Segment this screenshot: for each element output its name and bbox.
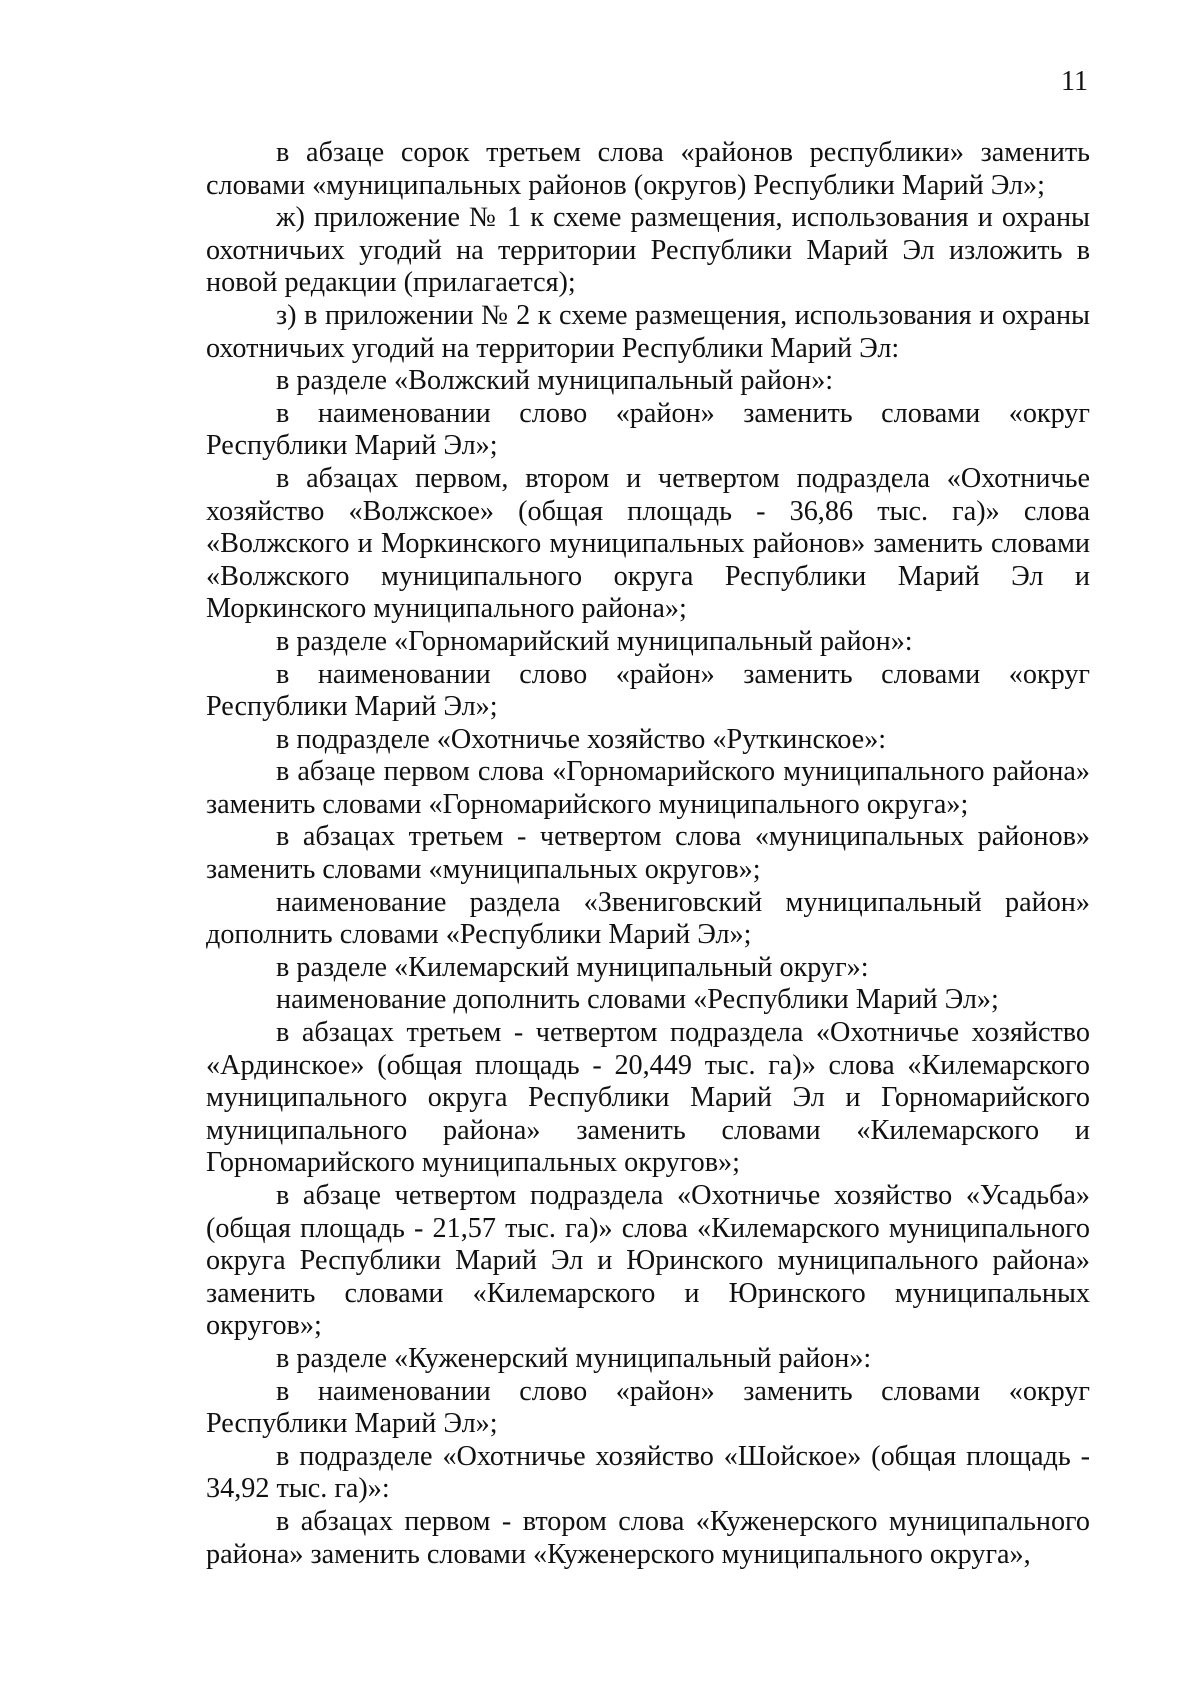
paragraph: в абзаце четвертом подраздела «Охотничье хозяйство «Усадьба» (общая площадь - 21,57 тыс. га)» слова «Килемарского муниципального округа Республики Марий Эл и Юринского муниципального района» заменить словами «Килемарского и Юринского муниципальных округов»;: [206, 1180, 1090, 1342]
paragraph: в наименовании слово «район» заменить словами «округ Республики Марий Эл»;: [206, 397, 1090, 462]
paragraph: в разделе «Куженерский муниципальный район»:: [276, 1342, 872, 1374]
paragraph: наименование раздела «Звениговский муниципальный район» дополнить словами «Республики Марий Эл»;: [206, 886, 1090, 951]
paragraph: в наименовании слово «район» заменить словами «округ Республики Марий Эл»;: [206, 1375, 1090, 1440]
paragraph: в абзацах третьем - четвертом подраздела «Охотничье хозяйство «Ардинское» (общая площадь - 20,449 тыс. га)» слова «Килемарского муниципального округа Республики Марий Эл и Горномарийского муниципального района» заменить словами «Килемарского и Горномарийского муниципальных округов»;: [206, 1017, 1090, 1179]
paragraph: в абзацах первом - втором слова «Куженерского муниципального района» заменить словами «Куженерского муниципального округа»,: [206, 1505, 1090, 1570]
paragraph: в абзаце первом слова «Горномарийского муниципального района» заменить словами «Горномарийского муниципального округа»;: [206, 756, 1090, 820]
paragraph: в разделе «Волжский муниципальный район»:: [276, 365, 834, 397]
paragraph: з) в приложении № 2 к схеме размещения, использования и охраны охотничьих угодий на территории Республики Марий Эл:: [206, 299, 1090, 364]
paragraph: в абзацах первом, втором и четвертом подраздела «Охотничье хозяйство «Волжское» (общая площадь - 36,86 тыс. га)» слова «Волжского и Моркинского муниципальных районов» заменить словами «Волжского муниципального округа Республики Марий Эл и Моркинского муниципального района»;: [206, 462, 1090, 625]
page-number: 11: [1061, 66, 1088, 97]
paragraph: в разделе «Горномарийский муниципальный район»:: [276, 625, 913, 657]
paragraph: в подразделе «Охотничье хозяйство «Шойское» (общая площадь - 34,92 тыс. га)»:: [206, 1440, 1090, 1505]
paragraph: в абзаце сорок третьем слова «районов республики» заменить словами «муниципальных районов (округов) Республики Марий Эл»;: [206, 137, 1090, 201]
paragraph: в разделе «Килемарский муниципальный округ»:: [276, 951, 869, 983]
paragraph: в абзацах третьем - четвертом слова «муниципальных районов» заменить словами «муниципальных округов»;: [206, 821, 1090, 886]
paragraph: наименование дополнить словами «Республики Марий Эл»;: [276, 984, 999, 1016]
paragraph: в наименовании слово «район» заменить словами «округ Республики Марий Эл»;: [206, 658, 1090, 723]
document-body: [206, 137, 1090, 1571]
paragraph: в подразделе «Охотничье хозяйство «Руткинское»:: [276, 723, 887, 755]
paragraph: ж) приложение № 1 к схеме размещения, использования и охраны охотничьих угодий на территории Республики Марий Эл изложить в новой редакции (прилагается);: [206, 202, 1090, 299]
